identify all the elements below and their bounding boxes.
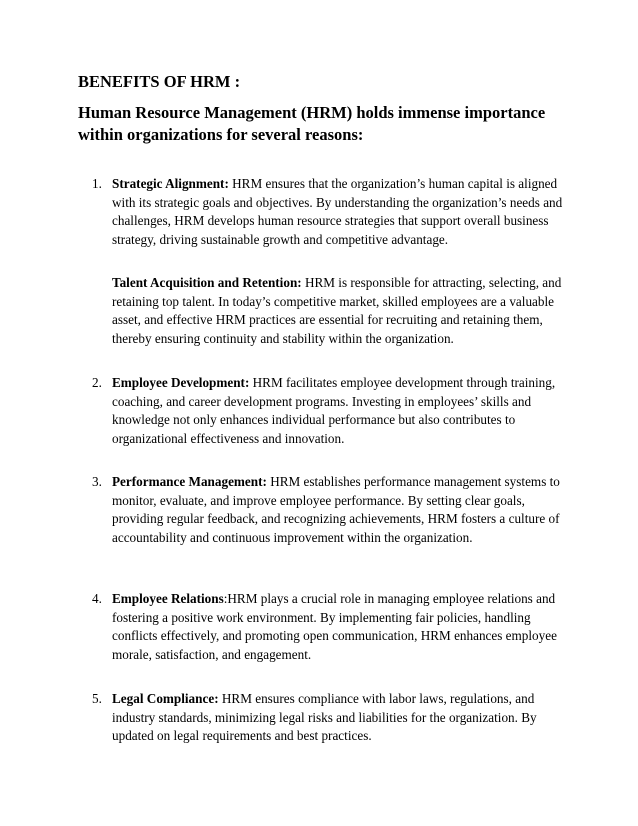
item-text: HRM facilitates employee development through training, coaching, and career development programs. Investing in employees’ skills and knowledge not only enhances individual performance but also contributes to organizational effectiveness and innovation.: [112, 375, 556, 446]
list-item: [92, 473, 567, 547]
list-item: [92, 175, 567, 249]
item-title: Performance Management:: [112, 474, 267, 489]
item-number: 1.: [92, 176, 102, 191]
item-number: 3.: [92, 474, 102, 489]
list-item: [92, 374, 567, 448]
item-text: HRM is responsible for attracting, selecting, and retaining top talent. In today’s competitive market, skilled employees are a valuable asset, and effective HRM practices are essential for recruiting and retaining them, thereby ensuring continuity and stability within the organization.: [112, 275, 562, 346]
page-heading: BENEFITS OF HRM :: [78, 72, 241, 91]
item-number: 2.: [92, 375, 102, 390]
item-title: Legal Compliance:: [112, 691, 219, 706]
list-item: [92, 590, 567, 664]
item-title: Talent Acquisition and Retention:: [112, 275, 302, 290]
item-title: Strategic Alignment:: [112, 176, 229, 191]
item-title: Employee Relations: [112, 591, 224, 606]
item-text: :HRM plays a crucial role in managing employee relations and fostering a positive work environment. By implementing fair policies, handling conflicts effectively, and promoting open communication, HRM enhances employee morale, satisfaction, and engagement.: [112, 591, 557, 662]
list-item: [112, 274, 567, 348]
item-title: Employee Development:: [112, 375, 250, 390]
item-number: 5.: [92, 691, 102, 706]
item-text: HRM establishes performance management systems to monitor, evaluate, and improve employee performance. By setting clear goals, providing regular feedback, and recognizing achievements, HRM fosters a culture of accountability and continuous improvement within the organization.: [112, 474, 560, 545]
intro-paragraph: Human Resource Management (HRM) holds immense importance within organizations for several reasons:: [78, 103, 546, 144]
item-text: HRM ensures that the organization’s human capital is aligned with its strategic goals and objectives. By understanding the organization’s needs and challenges, HRM develops human resource strategies that support overall business strategy, driving sustainable growth and competitive advantage.: [112, 176, 563, 247]
item-text: HRM ensures compliance with labor laws, regulations, and industry standards, minimizing legal risks and liabilities for the organization. By updated on legal requirements and best practices.: [112, 691, 537, 743]
list-item: [92, 690, 567, 746]
item-number: 4.: [92, 591, 102, 606]
